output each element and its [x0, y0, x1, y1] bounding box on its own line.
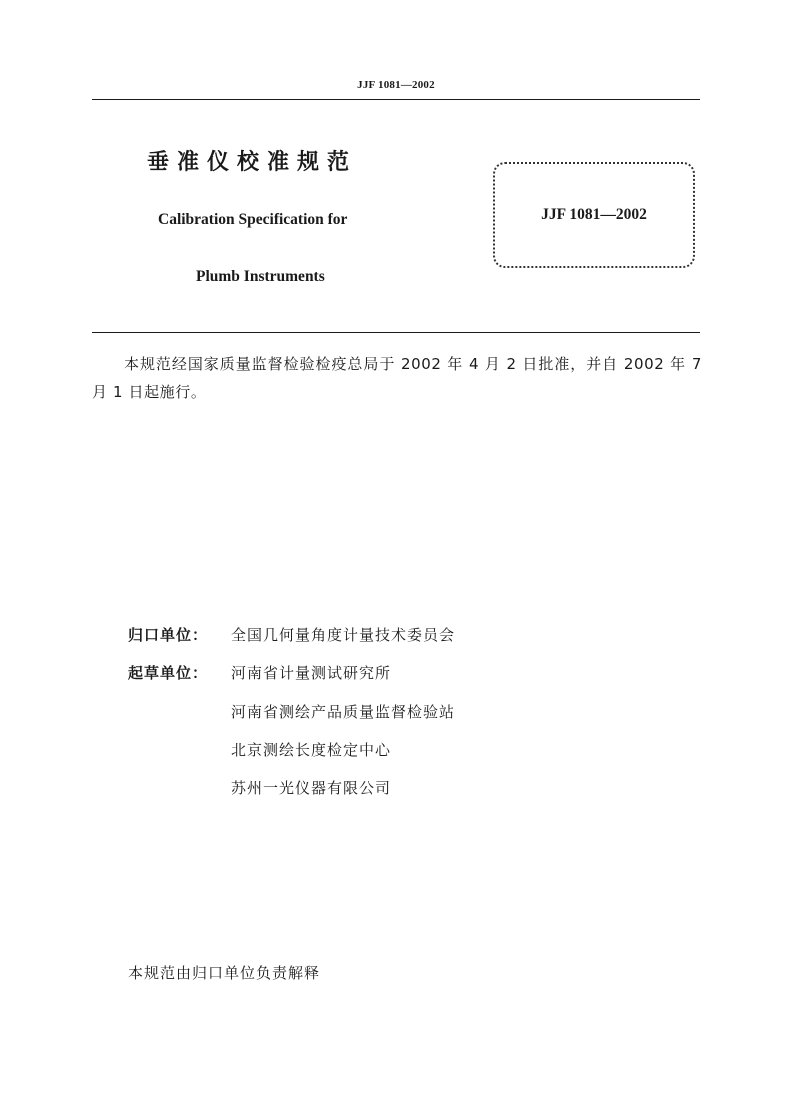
drafting-unit-1: 河南省计量测试研究所: [231, 664, 392, 682]
drafting-unit-row: [128, 662, 392, 683]
standard-code-box-text: JJF 1081—2002: [541, 206, 647, 223]
responsible-unit-row: [128, 624, 456, 645]
drafting-unit-3: 北京测绘长度检定中心: [231, 741, 392, 759]
drafting-unit-label: 起草单位：: [128, 664, 209, 682]
drafting-unit-4: 苏州一光仪器有限公司: [231, 779, 392, 797]
top-divider: [92, 99, 700, 100]
title-english-line-2: Plumb Instruments: [196, 268, 325, 285]
interpretation-note: 本规范由归口单位负责解释: [128, 964, 321, 982]
header-standard-code: JJF 1081—2002: [357, 79, 435, 91]
middle-divider: [92, 332, 700, 333]
title-english-line-1: Calibration Specification for: [158, 211, 348, 228]
responsible-unit-value: 全国几何量角度计量技术委员会: [231, 626, 456, 644]
responsible-unit-label: 归口单位：: [128, 626, 209, 644]
title-chinese: 垂准仪校准规范: [147, 150, 358, 175]
drafting-unit-2: 河南省测绘产品质量监督检验站: [231, 703, 456, 721]
approval-statement: 本规范经国家质量监督检验检疫总局于 2002 年 4 月 2 日批准，并自 2002 年 7 月 1 日起施行。: [92, 355, 702, 401]
